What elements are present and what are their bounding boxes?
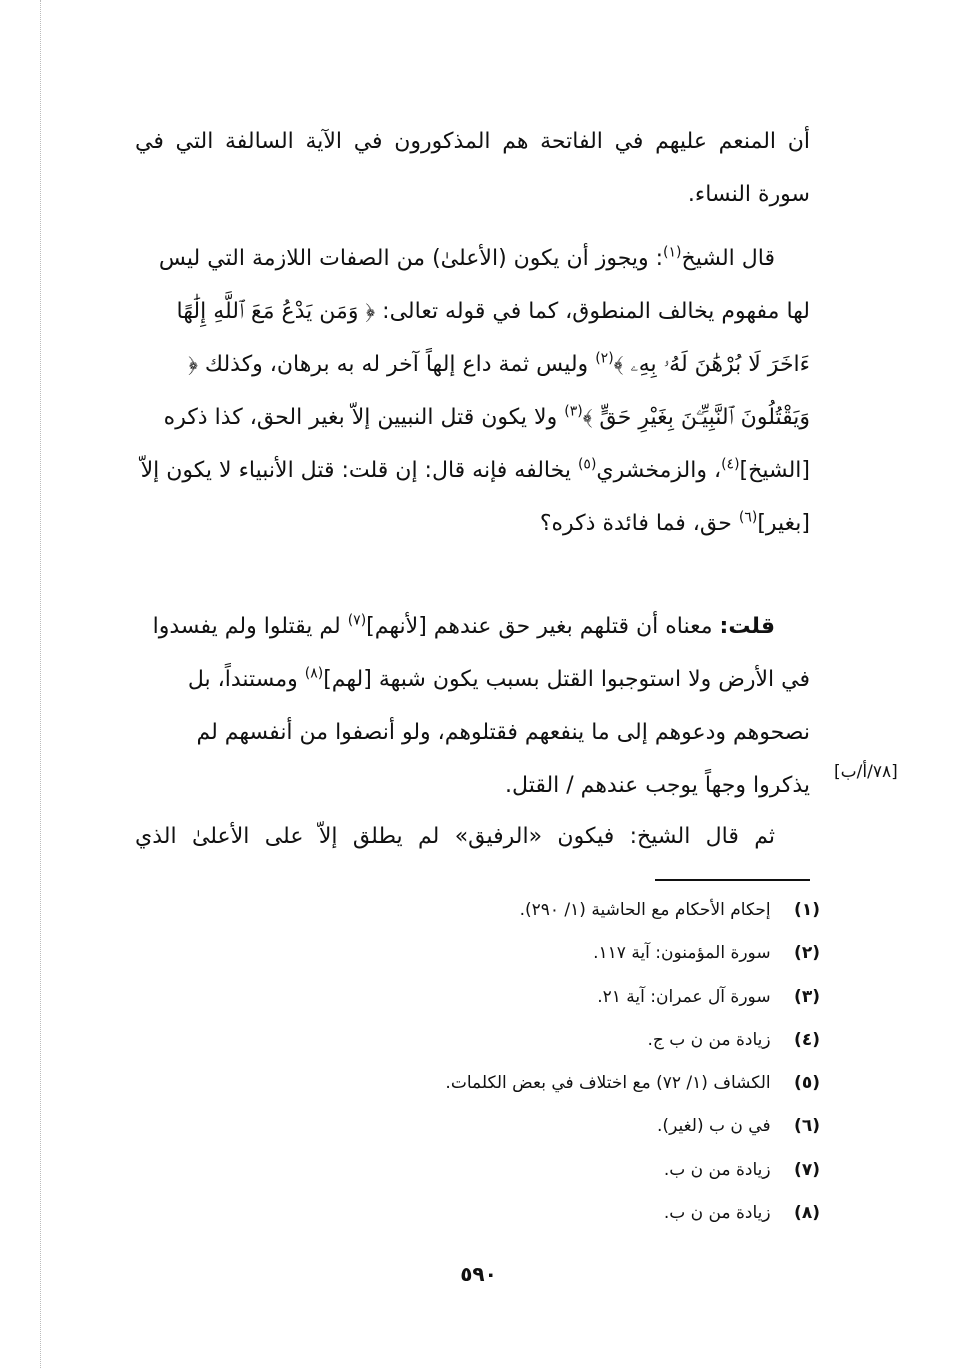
page-number: ٥٩٠	[460, 1262, 497, 1286]
paragraph-2-lead: قال الشيخ	[681, 246, 775, 271]
footnote-ref-8: (٨)	[304, 665, 324, 682]
footnote-number: (٥)	[794, 1073, 820, 1094]
footnote-item	[300, 893, 820, 936]
footnote-item	[300, 936, 820, 979]
manuscript-folio-marker: [٧٨/أ/ب]	[834, 762, 898, 782]
paragraph-3-text-1: معناه أن قتلهم بغير حق عندهم [لأنهم]	[366, 614, 720, 639]
footnote-ref-7: (٧)	[347, 612, 367, 629]
footnote-text: الكشاف (١/ ٧٢) مع اختلاف في بعض الكلمات.	[445, 1073, 771, 1094]
footnote-separator	[655, 879, 810, 881]
footnote-item	[300, 1196, 820, 1239]
footnote-item	[300, 1066, 820, 1109]
footnote-text: زيادة من ن ب ج.	[647, 1029, 771, 1050]
paragraph-1-line-1: أن المنعم عليهم في الفاتحة هم المذكورون في الآية السالفة التي في	[135, 129, 810, 154]
footnote-ref-1: (١)	[663, 244, 682, 261]
footnote-text: إحكام الأحكام مع الحاشية (١/ ٢٩٠).	[519, 900, 771, 920]
footnote-text: سورة آل عمران: آية ٢١.	[597, 986, 771, 1007]
paragraph-2-text-3: ولا يكون قتل النبيين إلاّ بغير الحق، كذا ذكره [الشيخ]	[163, 405, 810, 483]
footnote-item	[300, 1023, 820, 1066]
footnote-number: (٧)	[794, 1159, 820, 1180]
footnote-item	[300, 980, 820, 1023]
paragraph-2-text-6: حق، فما فائدة ذكره؟	[539, 511, 739, 536]
footnote-number: (٤)	[794, 1029, 820, 1050]
footnote-number: (١)	[794, 900, 820, 920]
paragraph-3-lead: قلت:	[719, 614, 775, 639]
paragraph-2-text-4: ، والزمخشري	[596, 458, 722, 483]
footnote-number: (٦)	[794, 1116, 820, 1137]
paragraph-1-line-2: سورة النساء.	[687, 182, 810, 207]
footnote-ref-5: (٥)	[577, 456, 597, 473]
footnote-item	[300, 1109, 820, 1152]
paragraph-2	[135, 232, 810, 550]
footnotes-list	[300, 893, 820, 1239]
footnote-number: (٨)	[794, 1203, 820, 1224]
paragraph-3	[135, 600, 810, 812]
paragraph-4-body: ثم قال الشيخ: فيكون «الرفيق» لم يطلق إلاّ على الأعلىٰ الذي	[135, 824, 775, 849]
scan-edge-line	[40, 0, 42, 1368]
footnote-text: زيادة من ن ب.	[663, 1203, 771, 1224]
paragraph-2-text-2: وليس ثمة داع إلهاً آخر له به برهان، وكذلك ﴿ وَيَقْتُلُونَ ٱلنَّبِيِّـۧنَ بِغَيْرِ حَقٍّ ﴾	[188, 352, 810, 430]
footnote-ref-2: (٢)	[595, 350, 614, 367]
footnote-text: سورة المؤمنون: آية ١١٧.	[593, 943, 771, 964]
paragraph-3-text-3: ومستنداً، بل نصحوهم ودعوهم إلى ما ينفعهم فقتلوهم، ولو أنصفوا من أنفسهم لم يذكروا وجهاً يوجب عندهم / القتل.	[187, 667, 810, 798]
footnote-ref-6: (٦)	[738, 509, 758, 526]
footnote-number: (٢)	[794, 943, 820, 964]
footnote-text: زيادة من ن ب.	[663, 1159, 771, 1180]
footnote-ref-3: (٣)	[564, 403, 583, 420]
footnote-ref-4: (٤)	[721, 456, 740, 473]
footnote-text: في ن ب (لغير).	[657, 1116, 771, 1137]
paragraph-3-body	[135, 600, 810, 812]
footnote-number: (٣)	[794, 986, 820, 1007]
paragraph-2-text-1: : ويجوز أن يكون (الأعلىٰ) من الصفات اللازمة التي ليس لها مفهوم يخالف المنطوق، كما في قوله تعالى: ﴿ وَمَن يَدْعُ مَعَ ٱللَّهِ إِلَٰهًا ءَاخَرَ لَا بُرْهَٰنَ لَهُۥ بِهِۦ ﴾	[158, 246, 810, 377]
paragraph-2-text-5: يخالفه فإنه قال: إن قلت: قتل الأنبياء لا يكون إلاّ [بغير]	[140, 458, 810, 536]
paragraph-1	[135, 115, 810, 221]
paragraph-3-text-2: لم يقتلوا ولم يفسدوا في الأرض ولا استوجبوا القتل بسبب يكون شبهة [لهم]	[152, 614, 810, 692]
paragraph-4	[135, 810, 810, 863]
footnote-item	[300, 1153, 820, 1196]
paragraph-2-body	[135, 232, 810, 550]
